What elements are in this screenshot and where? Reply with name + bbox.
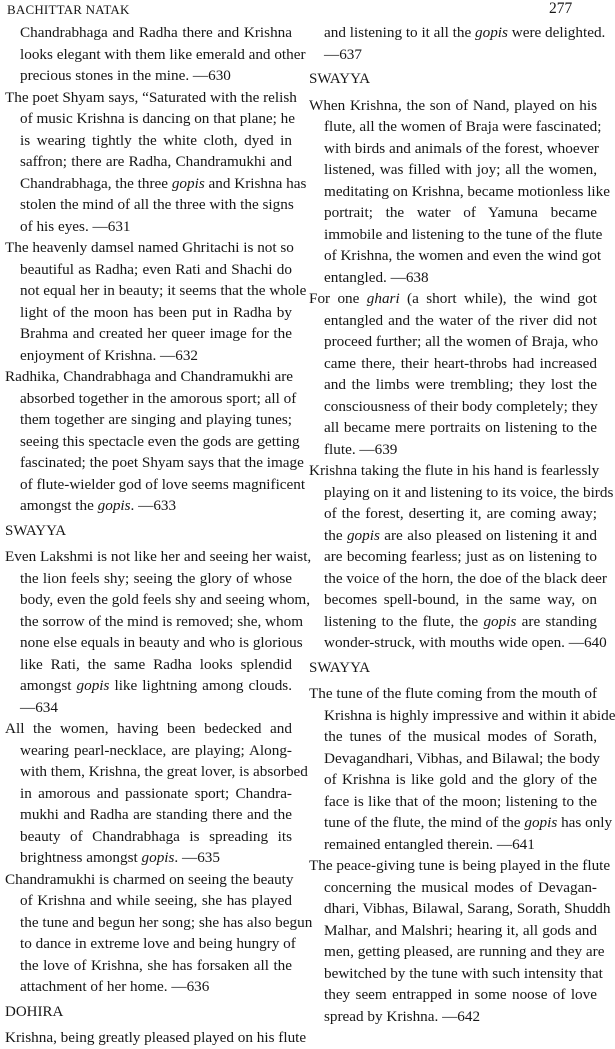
text-line: mukhi and Radha are standing there and the: [20, 806, 292, 823]
text-line: of Krishna is like gold and the glory of the: [324, 771, 597, 788]
text-line: amongst the gopis. —633: [20, 497, 177, 514]
text-line: dhari, Vibhas, Bilawal, Sarang, Sorath, Shuddh: [324, 900, 611, 917]
text-line: are becoming fearless; just as on listening to: [324, 548, 597, 565]
section-heading: SWAYYA: [5, 522, 67, 539]
running-header: BACHITTAR NATAK: [7, 2, 130, 17]
text-line: Radhika, Chandrabhaga and Chandramukhi are: [5, 368, 294, 385]
text-line: entangled. —638: [324, 268, 429, 286]
text-line: Chandramukhi is charmed on seeing the beauty: [5, 870, 294, 888]
text-line: The peace-giving tune is being played in the flute: [309, 857, 611, 874]
text-line: all became mere portraits on listening to the: [324, 419, 597, 436]
text-line: of Krishna and while seeing, she has played: [20, 892, 292, 909]
text-line: proceed further; all the women of Braja, who: [324, 333, 599, 350]
text-line: tune of the flute, the mind of the gopis has only: [324, 814, 613, 831]
text-line: For one ghari (a short while), the wind got: [309, 290, 597, 307]
text-line: them together are singing and playing tunes;: [20, 411, 292, 428]
verse-paragraph: [309, 683, 615, 855]
text-line: the gopis are also pleased on listening it and: [324, 526, 597, 544]
text-line: and listening to it all the gopis were delighted.: [324, 24, 606, 41]
text-line: spread by Krishna. —642: [324, 1007, 481, 1025]
text-line: in amorous and passionate sport; Chandra-: [20, 784, 292, 802]
text-line: remained entangled therein. —641: [324, 835, 535, 853]
text-line: immobile and listening to the tune of the flute: [324, 225, 603, 243]
text-line: Chandrabhaga and Radha there and Krishna: [20, 24, 292, 41]
text-line: wearing pearl-necklace, are playing; Along-: [20, 741, 292, 759]
text-line: of flute-wielder god of love seems magnificent: [20, 475, 306, 493]
verse-paragraph: [5, 22, 306, 87]
text-line: the tune and begun her song; she has also begun: [20, 913, 313, 931]
text-line: not equal her in beauty; it seems that the whole: [20, 282, 307, 299]
text-line: the lion feels shy; seeing the glory of whose: [20, 569, 292, 587]
text-line: they seem entrapped in some noose of love: [324, 986, 597, 1003]
text-line: beautiful as Radha; even Rati and Shachi do: [20, 260, 292, 278]
text-line: flute. —639: [324, 440, 398, 458]
text-line: is wearing tightly the white cloth, dyed in: [20, 131, 292, 149]
left-column: [5, 22, 313, 1049]
text-line: the tunes of the musical modes of Sorath,: [324, 728, 597, 745]
text-line: men, getting pleased, are running and they are: [324, 943, 605, 960]
text-line: All the women, having been bedecked and: [5, 720, 292, 737]
text-line: meditating on Krishna, became motionless like: [324, 182, 610, 200]
text-line: and the limbs were trembling; they lost the: [324, 376, 597, 393]
text-line: the sorrow of the mind is removed; she, whom: [20, 612, 304, 630]
verse-paragraph: [309, 460, 614, 654]
verse-paragraph: [5, 1027, 307, 1049]
text-line: The heavenly damsel named Ghritachi is not so: [5, 239, 294, 256]
text-line: the voice of the horn, the doe of the black deer: [324, 569, 607, 587]
text-line: Devagandhari, Vibhas, and Bilawal; the body: [324, 749, 600, 767]
verse-paragraph: [309, 855, 611, 1027]
text-line: the love of Krishna, she has forsaken all the: [20, 956, 292, 974]
verse-paragraph: [309, 95, 610, 289]
text-line: precious stones in the mine. —630: [20, 67, 231, 84]
text-line: amongst gopis like lightning among clouds.: [20, 677, 293, 694]
verse-paragraph: [309, 288, 597, 460]
text-line: seeing this spectacle even the gods are getting: [20, 432, 300, 450]
text-line: portrait; the water of Yamuna became: [324, 204, 597, 221]
text-line: saffron; there are Radha, Chandramukhi and: [20, 153, 292, 170]
verse-paragraph: [5, 869, 313, 998]
text-line: none else equals in beauty and who is glorious: [20, 634, 303, 651]
text-line: with them, Krishna, the great lover, is absorbed: [20, 763, 308, 780]
text-line: When Krishna, the son of Nand, played on his: [309, 96, 597, 114]
text-line: playing on it and listening to its voice, the birds: [324, 483, 614, 501]
text-line: stolen the mind of all the three with the signs: [20, 196, 294, 213]
text-line: The tune of the flute coming from the mouth of: [309, 685, 598, 702]
text-line: light of the moon has been put in Radha by: [20, 303, 292, 321]
text-line: The poet Shyam says, “Saturated with the relish: [5, 88, 297, 106]
text-line: came there, their heart-throbs had increased: [324, 354, 597, 372]
text-line: of music Krishna is dancing on that plane; he: [20, 110, 295, 127]
text-line: of the forest, deserting it, are coming away;: [324, 505, 597, 522]
text-line: Krishna is highly impressive and within it abide: [324, 706, 615, 724]
verse-paragraph: [5, 546, 312, 718]
text-line: brightness amongst gopis. —635: [20, 849, 220, 866]
text-line: Krishna, being greatly pleased played on his flute: [5, 1029, 307, 1046]
text-line: looks elegant with them like emerald and other: [20, 45, 306, 63]
text-line: Chandrabhaga, the three gopis and Krishna has: [20, 174, 307, 192]
text-line: Malhar, and Malshri; hearing it, all gods and: [324, 921, 597, 939]
section-heading: DOHIRA: [5, 1003, 64, 1020]
text-line: wonder-struck, with mouths wide open. —640: [324, 634, 607, 651]
text-line: —637: [324, 45, 362, 63]
verse-paragraph: [5, 366, 306, 517]
text-line: enjoyment of Krishna. —632: [20, 346, 199, 364]
text-line: bewitched by the tune with such intensity that: [324, 964, 603, 982]
text-line: of Krishna, the women and even the wind got: [324, 247, 602, 264]
text-line: attachment of her home. —636: [20, 978, 210, 995]
verse-paragraph: [309, 22, 606, 65]
text-line: becomes spell-bound, in the same way, on: [324, 591, 597, 608]
page-number: 277: [549, 0, 573, 17]
section-heading: SWAYYA: [309, 71, 371, 87]
right-column: [309, 22, 615, 1027]
section-heading: SWAYYA: [309, 659, 371, 676]
text-line: to dance in extreme love and being hungry of: [20, 935, 296, 952]
verse-paragraph: [5, 87, 307, 238]
text-line: like Rati, the same Radha looks splendid: [20, 655, 292, 673]
text-line: —634: [20, 698, 58, 716]
text-line: listening to the flute, the gopis are standing: [324, 612, 597, 630]
text-line: consciousness of their body completely; they: [324, 397, 598, 415]
text-line: body, even the gold feels shy and seeing whom,: [20, 591, 311, 608]
text-line: face is like that of the moon; listening to the: [324, 792, 597, 810]
text-line: beauty of Chandrabhaga is spreading its: [20, 827, 292, 845]
text-line: Brahma and created her queer image for the: [20, 325, 292, 342]
text-line: Krishna taking the flute in his hand is fearlessly: [309, 462, 600, 479]
verse-paragraph: [5, 237, 307, 366]
text-line: fascinated; the poet Shyam says that the image: [20, 454, 304, 471]
text-line: absorbed together in the amorous sport; all of: [20, 389, 297, 407]
text-line: Even Lakshmi is not like her and seeing her waist,: [5, 548, 312, 565]
text-line: concerning the musical modes of Devagan-: [324, 878, 597, 896]
text-line: flute, all the women of Braja were fascinated;: [324, 118, 602, 135]
text-line: listened, was filled with joy; all the women,: [324, 161, 597, 178]
text-line: of his eyes. —631: [20, 217, 131, 235]
verse-paragraph: [5, 718, 308, 869]
text-line: with birds and animals of the forest, whoever: [324, 139, 599, 157]
text-line: entangled and the water of the river did not: [324, 311, 597, 329]
